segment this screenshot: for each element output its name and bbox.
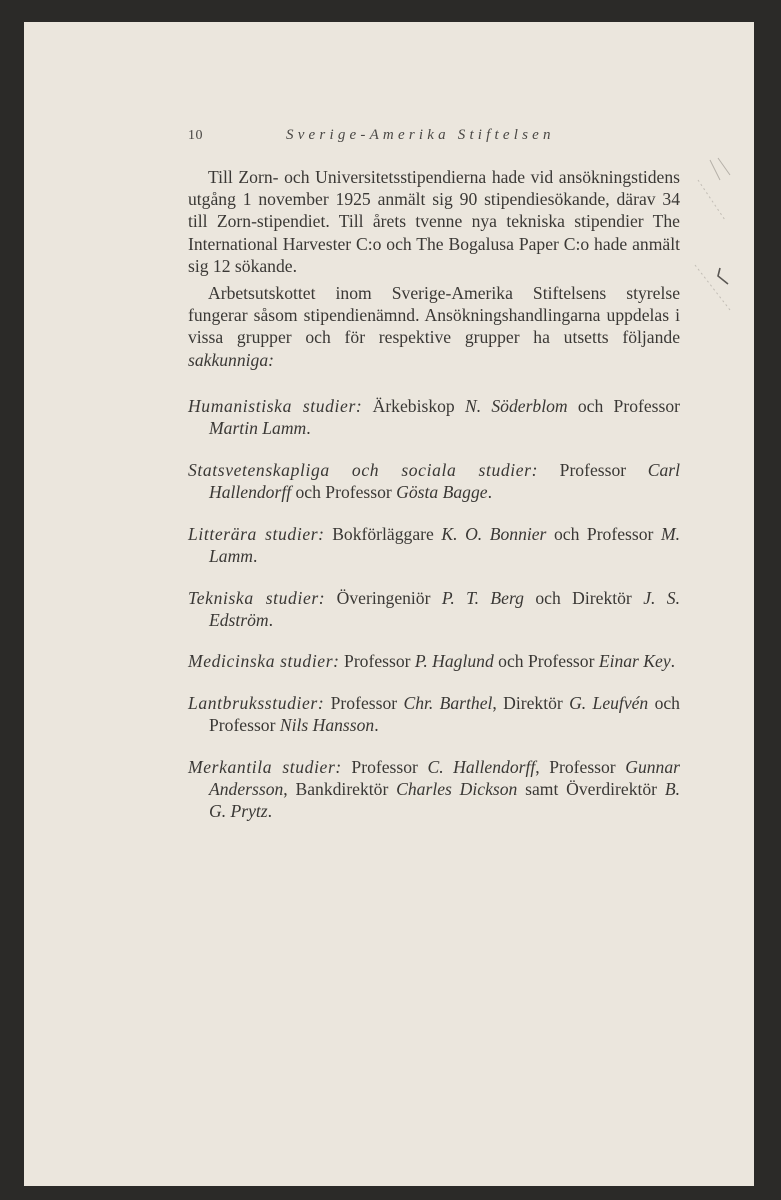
committee-entry	[188, 692, 680, 736]
member-name: Carl Hallendorff	[209, 459, 680, 502]
page-number: 10	[188, 128, 203, 143]
member-name: B. G. Prytz	[209, 779, 680, 822]
member-name: N. Söderblom	[464, 395, 568, 416]
committee-text: samt Överdirektör	[517, 779, 665, 800]
pencil-stroke	[695, 265, 730, 310]
committee-text: Professor	[538, 459, 648, 480]
body-text	[188, 166, 680, 842]
committee-entry	[188, 756, 680, 823]
committee-text: Professor	[339, 651, 415, 672]
committee-label: Tekniska studier:	[188, 587, 326, 608]
pencil-marks	[690, 150, 760, 320]
committee-text: .	[670, 651, 676, 672]
committee-text: , Bankdirektör	[283, 779, 397, 800]
committee-entry	[188, 523, 680, 567]
committee-label: Litterära studier:	[188, 523, 325, 544]
committee-text: .	[253, 545, 258, 566]
committee-entry	[188, 650, 680, 672]
paragraph-applications: Till Zorn- och Universitetsstipendierna hade vid ansökningstidens utgång 1 november 1925 anmält sig 90 stipendiesökande, därav 34 till Zorn-stipendiet. Till årets tvenne nya tekniska stipendier The International Harvester C:o och The Bogalusa Paper C:o hade anmält sig 12 sökande.	[188, 167, 680, 276]
member-name: P. Haglund	[414, 651, 494, 672]
committee-text: .	[267, 801, 273, 822]
committee-text: , Professor	[535, 757, 626, 778]
committee-text: Överingeniör	[325, 587, 442, 608]
committee-label: Statsvetenskapliga och sociala studier:	[188, 459, 539, 480]
member-name: G. Leufvén	[569, 693, 649, 714]
committee-text: .	[306, 418, 311, 439]
committee-text: och Professor	[209, 693, 680, 736]
committee-list	[188, 395, 680, 823]
committee-text: och Direktör	[523, 587, 644, 608]
pencil-stroke	[718, 158, 730, 175]
member-name: Gunnar Andersson	[209, 757, 680, 800]
committee-text: , Direktör	[492, 693, 570, 714]
member-name: K. O. Bonnier	[441, 523, 547, 544]
emphasis-sakkunniga: sakkunniga:	[188, 349, 274, 370]
committee-text: Professor	[324, 693, 404, 714]
committee-text: .	[268, 609, 274, 630]
committee-label: Humanistiska studier:	[188, 395, 363, 416]
pencil-stroke	[718, 268, 728, 284]
committee-text: Bokförläggare	[324, 523, 442, 544]
committee-text: och Professor	[546, 523, 661, 544]
paragraph-committee	[188, 282, 680, 371]
committee-label: Merkantila studier:	[188, 757, 342, 778]
member-name: P. T. Berg	[441, 587, 524, 608]
committee-entry	[188, 459, 680, 503]
member-name: J. S. Edström	[209, 587, 680, 630]
committee-text: och Professor	[493, 651, 599, 672]
committee-entry	[188, 395, 680, 439]
committee-text: Professor	[341, 757, 428, 778]
committee-entry	[188, 587, 680, 631]
committee-text: och Professor	[567, 395, 681, 416]
committee-text: .	[487, 481, 492, 502]
member-name: C. Hallendorff	[427, 757, 536, 778]
member-name: Gösta Bagge	[396, 481, 488, 502]
member-name: Chr. Barthel	[403, 693, 493, 714]
committee-label: Lantbruksstudier:	[188, 693, 325, 714]
running-title: Sverige-Amerika Stiftelsen	[286, 127, 555, 143]
committee-text: Ärkebiskop	[362, 395, 465, 416]
committee-label: Medicinska studier:	[188, 651, 340, 672]
committee-text: .	[374, 715, 379, 736]
member-name: Einar Key	[598, 651, 671, 672]
member-name: Martin Lamm	[209, 418, 307, 439]
member-name: Charles Dickson	[396, 779, 518, 800]
committee-text: och Professor	[291, 481, 397, 502]
member-name: Nils Hansson	[279, 715, 375, 736]
member-name: M. Lamm	[209, 523, 680, 566]
pencil-stroke	[698, 180, 725, 220]
paragraph-committee-text: Arbetsutskottet inom Sverige-Amerika Stiftelsens styrelse fungerar såsom stipendienämnd. Ansökningshandlingarna uppdelas i vissa grupper och för respektive grupper ha utsetts följande	[188, 283, 680, 348]
pencil-stroke	[710, 160, 720, 180]
